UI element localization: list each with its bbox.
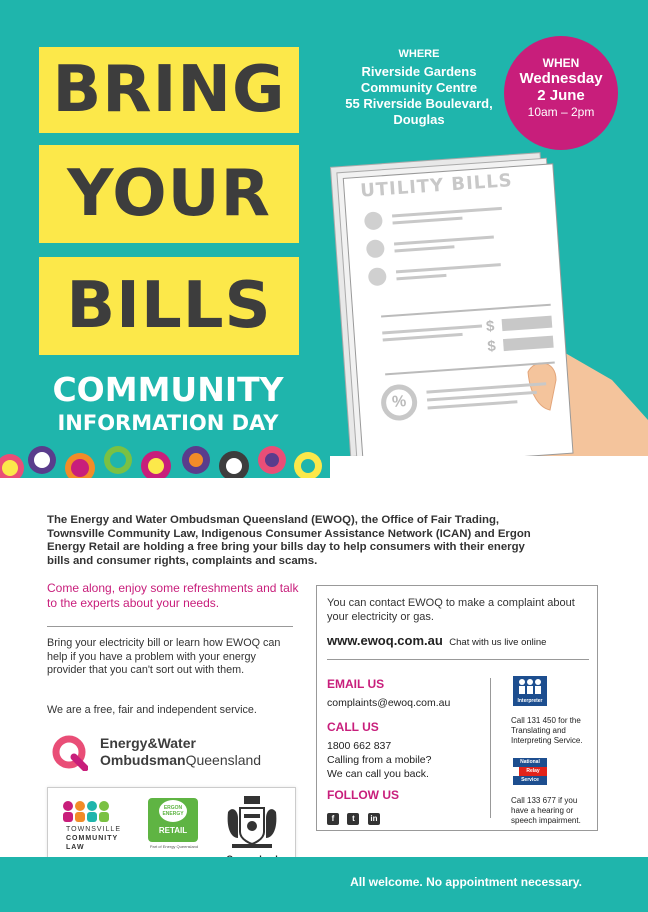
bill-line	[427, 400, 517, 409]
dollar-sign: $	[486, 337, 497, 356]
email-heading: EMAIL US	[327, 677, 385, 691]
amount-box	[502, 316, 553, 331]
gas-icon	[368, 267, 387, 286]
people-icon	[60, 800, 110, 822]
indigenous-pattern-strip	[0, 438, 648, 498]
where-line3: 55 Riverside Boulevard,	[345, 96, 493, 111]
amount-box	[503, 336, 554, 351]
bill-line	[392, 207, 502, 218]
when-badge	[504, 36, 618, 150]
qld-crest-icon	[222, 794, 282, 850]
tcl-line1: TOWNSVILLE	[66, 826, 121, 833]
subtitle-information-day: INFORMATION DAY	[57, 411, 279, 435]
where-block	[338, 48, 500, 128]
headline-bring: BRING	[52, 53, 286, 127]
townsville-community-law-logo	[60, 800, 140, 850]
bill-title: UTILITY BILLS	[359, 170, 514, 202]
percent-icon	[380, 383, 418, 421]
follow-heading: FOLLOW US	[327, 788, 399, 802]
when-date: 2 June	[537, 87, 585, 104]
come-along-text: Come along, enjoy some refreshments and talk to the experts about your needs.	[47, 581, 299, 610]
bill-line	[381, 304, 551, 318]
bill-line	[383, 333, 463, 342]
footer-bar	[0, 857, 648, 912]
ergon-energy-retail-logo	[148, 798, 200, 854]
ewoq-logo-line2	[100, 752, 261, 768]
relay-badge-line3: Service	[513, 776, 547, 785]
headline-your: YOUR	[67, 157, 271, 231]
tcl-line3: LAW	[66, 844, 85, 851]
twitter-icon[interactable]: t	[347, 813, 359, 825]
relay-badge	[513, 758, 553, 788]
mobile-line2: We can call you back.	[327, 768, 429, 780]
chat-text[interactable]: Chat with us live online	[449, 637, 547, 648]
call-heading: CALL US	[327, 720, 379, 734]
bill-line	[396, 274, 446, 280]
website-url[interactable]: www.ewoq.com.au	[327, 633, 443, 648]
interpreter-badge	[513, 676, 547, 706]
headline-box-bills	[39, 257, 299, 355]
relay-badge-line1: National	[513, 758, 547, 767]
social-icons	[327, 808, 384, 826]
bill-line	[396, 263, 501, 273]
subtitle	[40, 372, 296, 438]
ewoq-logo-line1: Energy&Water	[100, 735, 196, 751]
bill-line	[385, 362, 555, 376]
when-day: Wednesday	[519, 70, 603, 87]
where-line2: Community Centre	[360, 80, 478, 95]
bill-line	[393, 217, 463, 225]
bring-bill-text: Bring your electricity bill or learn how EWOQ can help if you have a problem with your energy provider that you can't sort out with them.	[47, 637, 281, 676]
relay-text: Call 133 677 if you have a hearing or speech impairment.	[511, 796, 581, 825]
linkedin-icon[interactable]: in	[368, 813, 380, 825]
interpreter-icon	[513, 676, 547, 698]
footer-text: All welcome. No appointment necessary.	[350, 875, 582, 889]
bill-line	[394, 235, 494, 245]
ewoq-logo-queensland: Queensland	[185, 752, 262, 768]
contact-divider	[327, 659, 589, 660]
intro-paragraph: The Energy and Water Ombudsman Queensland (EWOQ), the Office of Fair Trading, Townsville Community Law, Indigenous Consumer Assistance Network (ICAN) and Ergon Energy Retail are holding a free bring your bills day to help consumers with their energy bills and consumer rights, complaints and scams.	[47, 514, 531, 567]
contact-box	[316, 585, 598, 831]
bill-line	[394, 245, 454, 252]
dollar-sign: $	[485, 317, 495, 336]
ergon-badge	[148, 798, 198, 842]
water-icon	[364, 211, 383, 230]
free-service-text: We are a free, fair and independent service.	[47, 704, 257, 716]
headline-bills: BILLS	[66, 269, 272, 343]
ewoq-q-icon	[52, 735, 88, 771]
when-label: WHEN	[542, 56, 580, 70]
mobile-line1: Calling from a mobile?	[327, 754, 432, 766]
relay-badge-line2: Relay	[519, 767, 547, 776]
ergon-name: ERGON ENERGY	[162, 805, 184, 817]
website-link[interactable]	[327, 632, 595, 650]
contact-vertical-divider	[490, 678, 491, 818]
interpreter-text: Call 131 450 for the Translating and Interpreting Service.	[511, 716, 583, 745]
electricity-icon	[366, 239, 385, 258]
phone-number[interactable]: 1800 662 837	[327, 740, 392, 752]
facebook-icon[interactable]: f	[327, 813, 339, 825]
contact-intro: You can contact EWOQ to make a complaint about your electricity or gas.	[327, 597, 575, 623]
ergon-caption: Part of Energy Queensland	[149, 844, 199, 849]
interpreter-label: Interpreter	[517, 698, 543, 704]
ergon-retail-label: RETAIL	[158, 826, 188, 835]
ewoq-logo-ombudsman: Ombudsman	[100, 752, 186, 768]
subtitle-community: COMMUNITY	[52, 370, 284, 409]
percent-symbol: %	[391, 393, 407, 411]
where-line4: Douglas	[393, 112, 445, 127]
bill-line	[427, 391, 537, 402]
where-line1: Riverside Gardens	[361, 64, 477, 79]
divider	[47, 626, 293, 627]
where-label: WHERE	[398, 48, 440, 60]
headline-box-bring	[39, 47, 299, 133]
when-time: 10am – 2pm	[527, 105, 595, 119]
ergon-circle	[159, 800, 187, 822]
ewoq-logo	[52, 733, 292, 773]
email-address[interactable]: complaints@ewoq.com.au	[327, 697, 451, 709]
headline-box-your	[39, 145, 299, 243]
bill-document	[351, 161, 569, 434]
tcl-line2: COMMUNITY	[66, 835, 119, 842]
bill-line	[382, 325, 482, 335]
